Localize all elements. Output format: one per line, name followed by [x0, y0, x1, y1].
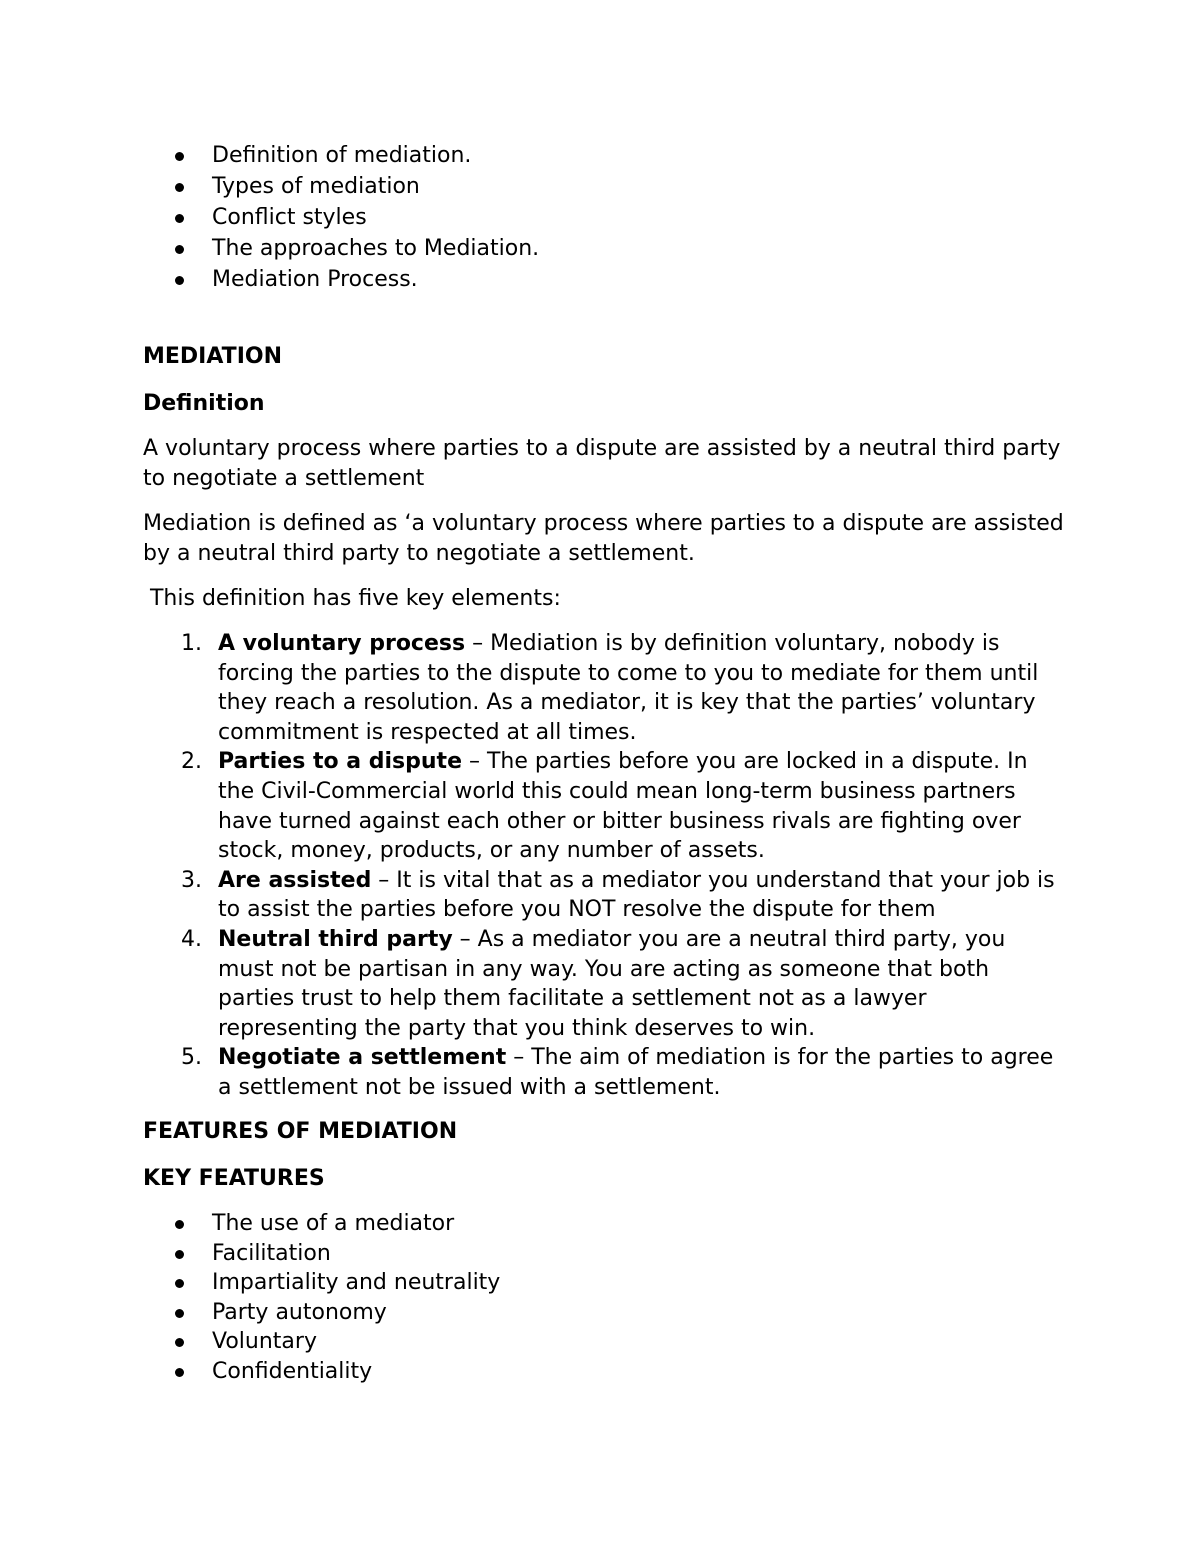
list-item — [143, 866, 1063, 925]
element-term: Neutral third party — [218, 926, 453, 952]
definition-paragraph-1: A voluntary process where parties to a dispute are assisted by a neutral third party to negotiate a settlement — [143, 436, 1061, 491]
bullet-icon — [175, 214, 184, 223]
bullet-icon — [175, 1279, 184, 1288]
list-item: Voluntary — [143, 1327, 1073, 1357]
list-item: Facilitation — [143, 1239, 1073, 1269]
list-number: 3. — [181, 867, 202, 893]
bullet-icon — [175, 276, 184, 285]
list-number: 2. — [181, 749, 202, 775]
bullet-icon — [175, 152, 184, 161]
key-features-list — [143, 1209, 1073, 1387]
bullet-icon — [175, 1220, 184, 1229]
element-text: – Mediation is by definition voluntary, nobody is forcing the parties to the dispute to come to you to mediate for them until they reach a resolution. As a mediator, it is key that the parties’ voluntary commitment is respected at all times. — [218, 631, 1039, 745]
element-term: A voluntary process — [218, 631, 466, 656]
key-features-block — [143, 1209, 1073, 1387]
list-item — [143, 629, 1063, 747]
list-item: Definition of mediation. — [143, 140, 1073, 171]
bullet-icon — [175, 245, 184, 254]
definition-paragraph-2: Mediation is defined as ‘a voluntary process where parties to a dispute are assisted by a neutral third party to negotiate a settlement. — [143, 511, 1064, 566]
subheading-definition: Definition — [143, 391, 265, 416]
element-term: Parties to a dispute — [218, 749, 462, 775]
element-text: – It is vital that as a mediator you understand that your job is to assist the parties before you NOT resolve the dispute for them — [218, 867, 1055, 923]
list-number: 1. — [181, 631, 202, 656]
list-item: Confidentiality — [143, 1357, 1073, 1387]
bullet-icon — [175, 183, 184, 192]
list-item: Mediation Process. — [143, 264, 1073, 295]
list-item — [143, 925, 1063, 1043]
list-item: Impartiality and neutrality — [143, 1268, 1073, 1298]
bullet-icon — [175, 1309, 184, 1318]
key-elements-list — [143, 629, 1063, 1103]
elements-intro: This definition has five key elements: — [143, 586, 561, 611]
topics-list-block — [143, 140, 1073, 295]
key-elements-block — [143, 629, 1063, 1103]
element-term: Negotiate a settlement — [218, 1045, 507, 1071]
bullet-icon — [175, 1250, 184, 1259]
subheading-key-features: KEY FEATURES — [143, 1166, 325, 1191]
list-item: The approaches to Mediation. — [143, 233, 1073, 264]
list-item: Party autonomy — [143, 1298, 1073, 1328]
list-item: The use of a mediator — [143, 1209, 1073, 1239]
list-item — [143, 1043, 1063, 1102]
element-text: – The parties before you are locked in a dispute. In the Civil-Commercial world this could mean long-term business partners have turned against each other or bitter business rivals are fighting over stock, money, products, or any number of assets. — [218, 749, 1028, 864]
element-text: – The aim of mediation is for the parties to agree a settlement not be issued with a settlement. — [218, 1045, 1054, 1100]
bullet-icon — [175, 1368, 184, 1377]
element-term: Are assisted — [218, 867, 372, 893]
topics-list — [143, 140, 1073, 295]
list-number: 5. — [181, 1045, 202, 1071]
list-item: Types of mediation — [143, 171, 1073, 202]
element-text: – As a mediator you are a neutral third party, you must not be partisan in any way. You are acting as someone that both parties trust to help them facilitate a settlement not as a lawyer representing the party that you think deserves to win. — [218, 926, 1006, 1041]
list-item: Conflict styles — [143, 202, 1073, 233]
list-item — [143, 747, 1063, 865]
list-number: 4. — [181, 926, 202, 952]
section-heading-features: FEATURES OF MEDIATION — [143, 1119, 458, 1144]
bullet-icon — [175, 1338, 184, 1347]
section-heading-mediation: MEDIATION — [143, 344, 282, 369]
